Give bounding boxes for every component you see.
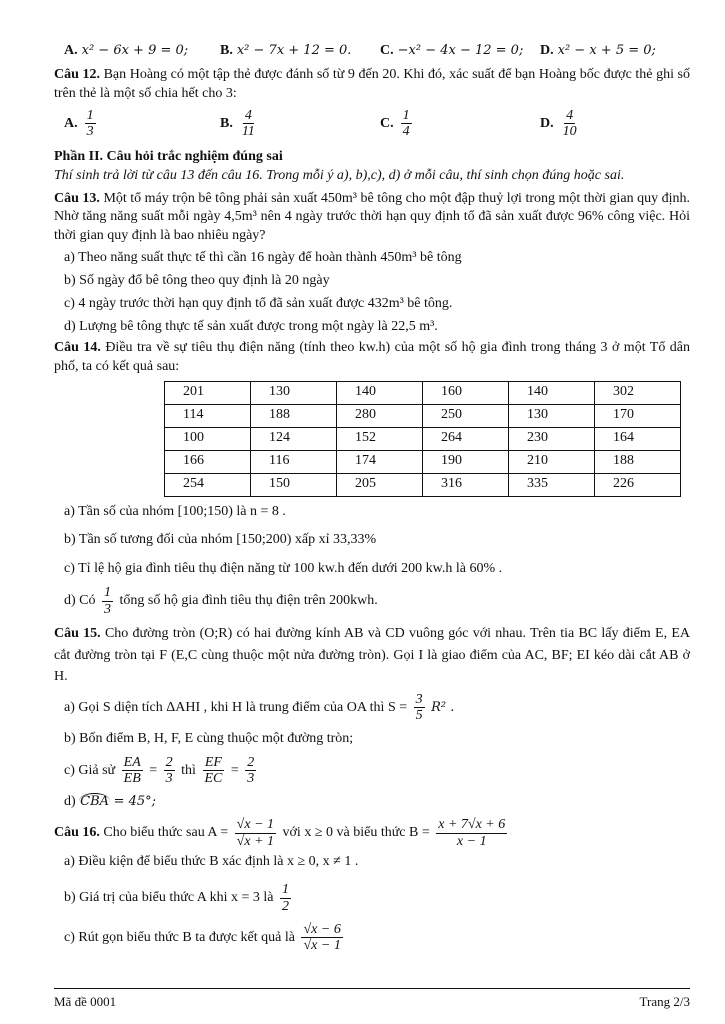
q11-options (54, 42, 690, 64)
part2-title: Phần II. Câu hỏi trắc nghiệm đúng sai (54, 148, 283, 164)
table-cell: 114 (165, 404, 251, 427)
q12-option-a: A. $\frac{1}{3}$ (64, 107, 94, 140)
table-cell: 201 (165, 381, 251, 404)
table-cell: 166 (165, 450, 251, 473)
table-cell: 130 (509, 404, 595, 427)
q12-option-b: B. $\frac{4}{11}$ (220, 107, 255, 140)
table-cell: 264 (423, 427, 509, 450)
table-cell: 250 (423, 404, 509, 427)
table-cell: 140 (337, 381, 423, 404)
q13-item-d: d) Lượng bê tông thực tế sản xuất được trong một ngày là 22,5 m³. (64, 318, 438, 334)
q16-item-c: c) Rút gọn biểu thức B ta được kết quả là $\frac{√x - 6}{√x - 1}$ (64, 921, 341, 954)
table-row (165, 450, 681, 473)
table-cell: 188 (595, 450, 681, 473)
table-cell: 164 (595, 427, 681, 450)
q14-item-d: d) Có $\frac{1}{3}$ tổng số hộ gia đình tiêu thụ điện trên 200kwh. (64, 585, 378, 617)
q11-option-d: D. x² − x + 5 = 0; (540, 43, 656, 58)
table-cell: 226 (595, 473, 681, 496)
table-cell: 160 (423, 381, 509, 404)
q11-option-a: A. x² − 6x + 9 = 0; (64, 43, 189, 58)
table-row (165, 427, 681, 450)
table-cell: 205 (337, 473, 423, 496)
table-cell: 150 (251, 473, 337, 496)
q15-item-b: b) Bốn điểm B, H, F, E cùng thuộc một đường tròn; (64, 730, 354, 746)
part2-instruction: Thí sinh trả lời từ câu 13 đến câu 16. Trong mỗi ý a), b),c), d) ở mỗi câu, thí sinh chọn đúng hoặc sai. (54, 167, 625, 183)
table-cell: 116 (251, 450, 337, 473)
q15-item-d: d) CBA = 45°; (64, 793, 157, 809)
q14-item-b: b) Tần số tương đối của nhóm [150;200) xấp xỉ 33,33% (64, 532, 377, 548)
table-cell: 140 (509, 381, 595, 404)
table-row (165, 473, 681, 496)
q15-item-a: a) Gọi S diện tích ΔAHI , khi H là trung điểm của OA thì S = $\frac{3}{5}$ R² . (64, 692, 455, 724)
exam-code: Mã đề 0001 (54, 994, 117, 1009)
consumption-table (164, 381, 681, 497)
q11-option-c: C. −x² − 4x − 12 = 0; (380, 43, 524, 58)
page-number: Trang 2/3 (639, 994, 690, 1009)
q13-item-a: a) Theo năng suất thực tế thì cần 16 ngày để hoàn thành 450m³ bê tông (64, 250, 462, 266)
table-cell: 152 (337, 427, 423, 450)
q14-item-a: a) Tần số của nhóm [100;150) là n = 8 . (64, 503, 286, 519)
table-cell: 254 (165, 473, 251, 496)
table-cell: 124 (251, 427, 337, 450)
q13-item-b: b) Số ngày đổ bê tông theo quy định là 20 ngày (64, 273, 330, 289)
q13-item-c: c) 4 ngày trước thời hạn quy định tổ đã sản xuất được 432m³ bê tông. (64, 296, 453, 312)
q11-option-b: B. x² − 7x + 12 = 0. (220, 43, 352, 58)
q16-item-a: a) Điều kiện để biểu thức B xác định là x ≥ 0, x ≠ 1 . (64, 854, 359, 870)
table-cell: 188 (251, 404, 337, 427)
q15-text: Câu 15. Cho đường tròn (O;R) có hai đường kính AB và CD vuông góc với nhau. Trên tia BC lấy điểm E, EA cắt đường tròn tại F (E,C cùng thuộc một nửa đường tròn). Gọi I là giao điểm của AC, BF; EI kéo dài cắt AB ở H. (54, 626, 691, 685)
table-cell: 210 (509, 450, 595, 473)
exam-page (54, 0, 690, 954)
q12-option-c: C. $\frac{1}{4}$ (380, 107, 410, 140)
table-cell: 170 (595, 404, 681, 427)
q13-text: Câu 13. Một tổ máy trộn bê tông phải sản xuất 450m³ bê tông cho một đập thuỷ lợi trong một thời gian quy định. Nhờ tăng năng suất mỗi ngày 4,5m³ nên 4 ngày trước thời hạn quy định tổ đã sản xuất được 96% công việc. Hỏi thời gian quy định là bao nhiêu ngày? (54, 190, 690, 244)
table-cell: 302 (595, 381, 681, 404)
q12-options (54, 104, 690, 146)
table-cell: 174 (337, 450, 423, 473)
table-row (165, 381, 681, 404)
q12-option-d: D. $\frac{4}{10}$ (540, 107, 577, 140)
table-cell: 230 (509, 427, 595, 450)
table-cell: 335 (509, 473, 595, 496)
page-footer (54, 988, 690, 1011)
q14-item-c: c) Tỉ lệ hộ gia đình tiêu thụ điện năng từ 100 kw.h đến dưới 200 kw.h là 60% . (64, 561, 503, 577)
q15-item-c: c) Giả sử $\frac{EA}{EB}$ = $\frac{2}{3}$ thì $\frac{EF}{EC}$ = $\frac{2}{3}$ (64, 754, 255, 787)
table-cell: 316 (423, 473, 509, 496)
table-cell: 130 (251, 381, 337, 404)
q12-text: Câu 12. Bạn Hoàng có một tập thẻ được đánh số từ 9 đến 20. Khi đó, xác suất để bạn Hoàng bốc được thẻ ghi số trên thẻ là một số chia hết cho 3: (54, 67, 690, 101)
q14-text: Câu 14. Điều tra về sự tiêu thụ điện năng (tính theo kw.h) của một số hộ gia đình trong tháng 3 ở một Tổ dân phố, ta có kết quả sau: (54, 339, 690, 374)
table-cell: 280 (337, 404, 423, 427)
table-row (165, 404, 681, 427)
table-cell: 100 (165, 427, 251, 450)
q16-item-b: b) Giá trị của biểu thức A khi x = 3 là $\frac{1}{2}$ (64, 882, 289, 914)
table-cell: 190 (423, 450, 509, 473)
q16-text: Câu 16. Cho biểu thức sau A = $\frac{√x - 1}{√x + 1}$ với x ≥ 0 và biểu thức B = $\frac{x + 7√x + 6}{x - 1}$ (54, 817, 506, 849)
